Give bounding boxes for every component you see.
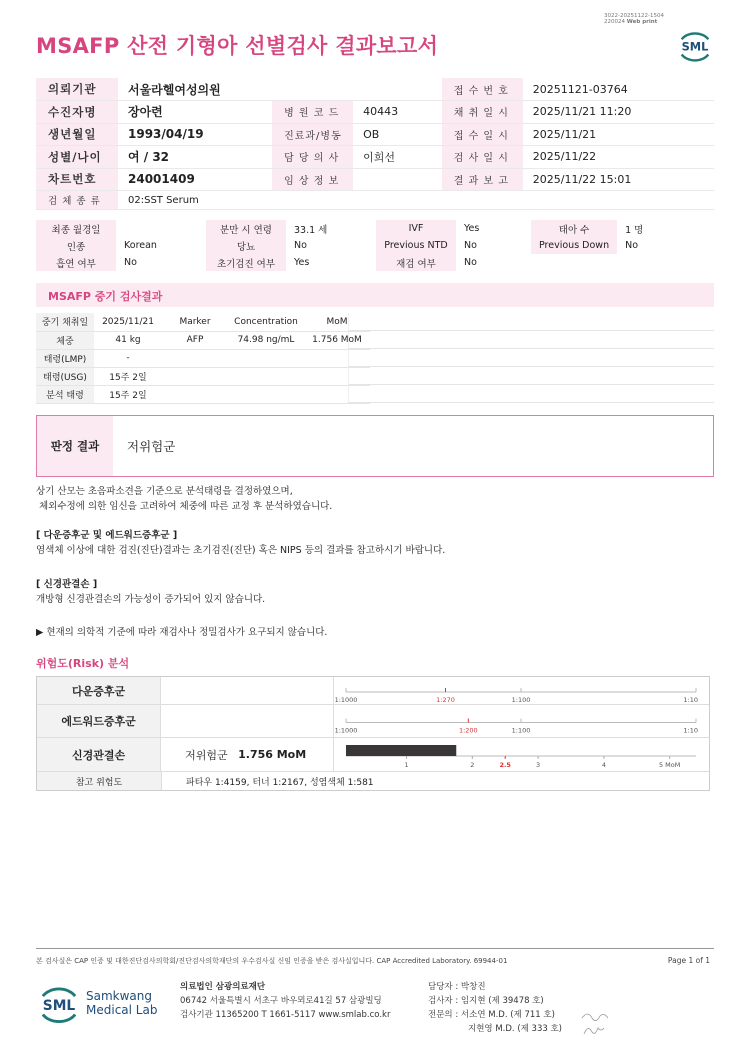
- value-department: OB: [353, 123, 442, 146]
- value-clinical: [353, 168, 442, 191]
- risk-ref-value: 파타우 1:4159, 터너 1:2167, 성염색체 1:581: [186, 777, 374, 788]
- risk-ntd-result: 저위험군 1.756 MoM: [161, 738, 334, 771]
- note-conclusion: ▶ 현재의 의학적 기준에 따라 재검사나 정밀검사가 요구되지 않습니다.: [36, 627, 328, 638]
- mom-tick-label-4: 4: [601, 761, 606, 769]
- label-clinical: 임 상 정 보: [272, 168, 353, 191]
- value-birth: 1993/04/19: [118, 123, 272, 146]
- footer-staff: 담당자 : 박창진 검사자 : 임지현 (제 39478 호) 전문의 : 서소연 M.D. (제 711 호) 지현영 M.D. (제 333 호): [428, 982, 563, 1034]
- label-doctor: 담 당 의 사: [272, 146, 353, 169]
- note-para-1: 상기 산모는 초음파소견을 기준으로 분석태령을 결정하였으며, 체외수정에 의한 임신을 고려하여 체중에 따른 교정 후 분석하였습니다.: [36, 486, 333, 512]
- svg-text:SML: SML: [42, 997, 76, 1014]
- scale-tick-label-1: 1:270: [436, 696, 455, 704]
- risk-ntd-label: 신경관결손: [37, 738, 161, 771]
- value-referral: 서울라헬여성의원: [118, 78, 442, 101]
- judgement-value: 저위험군: [127, 439, 176, 454]
- mom-level-bar: [346, 745, 456, 756]
- risk-down-label: 다운증후군: [37, 677, 161, 704]
- value-hospital-code: 40443: [353, 101, 442, 124]
- value-patient: 장아련: [118, 101, 272, 124]
- risk-ref-label: 참고 위험도: [37, 772, 162, 790]
- label-specimen: 검 체 종 류: [36, 191, 118, 210]
- mom-tick-label-3: 3: [536, 761, 541, 769]
- value-reported: 2025/11/22 15:01: [523, 168, 714, 191]
- scale-tick-label-0: 1:1000: [334, 696, 358, 704]
- scale-tick-label-0: 1:1000: [334, 726, 358, 735]
- value-collected: 2025/11/21 11:20: [523, 101, 714, 124]
- report-title: MSAFP 산전 기형아 선별검사 결과보고서: [36, 34, 439, 58]
- maternal-info-table: 최종 월경일 분만 시 연령 33.1 세 IVF Yes 태아 수 1 명 인종 Korean 당뇨 No Previous NTD No Previous Down No 흡연 여부 No 초기검진 여부 Yes 재검 여부 No: [36, 220, 714, 271]
- risk-table: [36, 676, 710, 791]
- risk-edwards-scale: [334, 705, 709, 737]
- value-tested: 2025/11/22: [523, 146, 714, 169]
- label-reported: 결 과 보 고: [442, 168, 523, 191]
- signature-icon: [578, 1008, 614, 1040]
- report-code: 3022-20251122-1504 220024 Web print: [604, 13, 664, 25]
- note-down-edwards: [ 다운증후군 및 에드워드증후군 ] 염색체 이상에 대한 검진(진단)결과는 초기검진(진단) 혹은 NIPS 등의 결과를 참고하시기 바랍니다.: [36, 530, 446, 556]
- note-ntd: [ 신경관결손 ] 개방형 신경관결손의 가능성이 증가되어 있지 않습니다.: [36, 579, 266, 605]
- label-tested: 검 사 일 시: [442, 146, 523, 169]
- section-title: MSAFP 중기 검사결과: [36, 283, 714, 307]
- scale-tick-label-3: 1:10: [683, 696, 698, 704]
- mom-tick-label-5: 5 MoM: [658, 761, 681, 769]
- mom-tick-label-0: 1: [404, 761, 409, 769]
- value-chart: 24001409: [118, 168, 272, 191]
- page-number: Page 1 of 1: [667, 956, 710, 965]
- scale-tick-label-1: 1:200: [458, 726, 478, 735]
- sml-footer-logo-icon: [36, 980, 82, 1026]
- edwards-risk-scale: [334, 705, 709, 738]
- label-birth: 생년월일: [36, 123, 118, 146]
- down-risk-scale: [334, 677, 709, 705]
- label-department: 진료과/병동: [272, 123, 353, 146]
- value-sex-age: 여 / 32: [118, 146, 272, 169]
- svg-text:SML: SML: [681, 39, 709, 54]
- sml-logo-icon: [676, 26, 714, 64]
- results-grid-empty: [348, 313, 714, 403]
- label-sex-age: 성별/나이: [36, 146, 118, 169]
- label-received: 접 수 일 시: [442, 123, 523, 146]
- judgement-label: 판정 결과: [37, 416, 113, 476]
- mom-tick-label-1: 2: [470, 761, 475, 769]
- footer-address: 의료법인 삼광의료재단 06742 서울특별시 서초구 바우뫼로41길 57 삼광빌딩 검사기관 11365200 T 1661-5117 www.smlab.co.kr: [180, 982, 391, 1020]
- mom-tick-label-2: 2.5: [499, 761, 511, 769]
- ntd-mom-scale: [334, 738, 709, 772]
- label-hospital-code: 병 원 코 드: [272, 101, 353, 124]
- results-table: 중기 채취일 2025/11/21 Marker Concentration MoM 체중 41 kg AFP 74.98 ng/mL 1.756 MoM 태령(LMP) - 태령(USG) 15주 2일 분석 태령 15주 2일: [36, 313, 370, 404]
- scale-tick-label-3: 1:10: [683, 726, 698, 735]
- scale-tick-label-2: 1:100: [511, 726, 531, 735]
- risk-title: 위험도(Risk) 분석: [36, 657, 130, 670]
- footer-logo: SML Samkwang Medical Lab: [36, 980, 157, 1026]
- value-specimen: 02:SST Serum: [118, 191, 714, 210]
- patient-info-table: [36, 78, 714, 210]
- value-received: 2025/11/21: [523, 123, 714, 146]
- value-doctor: 이희선: [353, 146, 442, 169]
- value-accession: 20251121-03764: [523, 78, 714, 101]
- risk-ntd-scale: [334, 738, 709, 771]
- risk-edwards-label: 에드워드증후군: [37, 705, 161, 737]
- label-collected: 채 취 일 시: [442, 101, 523, 124]
- scale-tick-label-2: 1:100: [511, 696, 531, 704]
- label-chart: 차트번호: [36, 168, 118, 191]
- label-referral: 의뢰기관: [36, 78, 118, 101]
- footer-divider: [36, 948, 714, 949]
- judgement-box: [36, 415, 714, 477]
- footer-cert: 본 검사실은 CAP 인증 및 대한진단검사의학회/진단검사의학재단의 우수검사실 신임 인증을 받은 검사실입니다. CAP Accredited Laboratory. 69944-01: [36, 957, 508, 965]
- risk-down-scale: [334, 677, 709, 704]
- label-accession: 접 수 번 호: [442, 78, 523, 101]
- label-patient: 수진자명: [36, 101, 118, 124]
